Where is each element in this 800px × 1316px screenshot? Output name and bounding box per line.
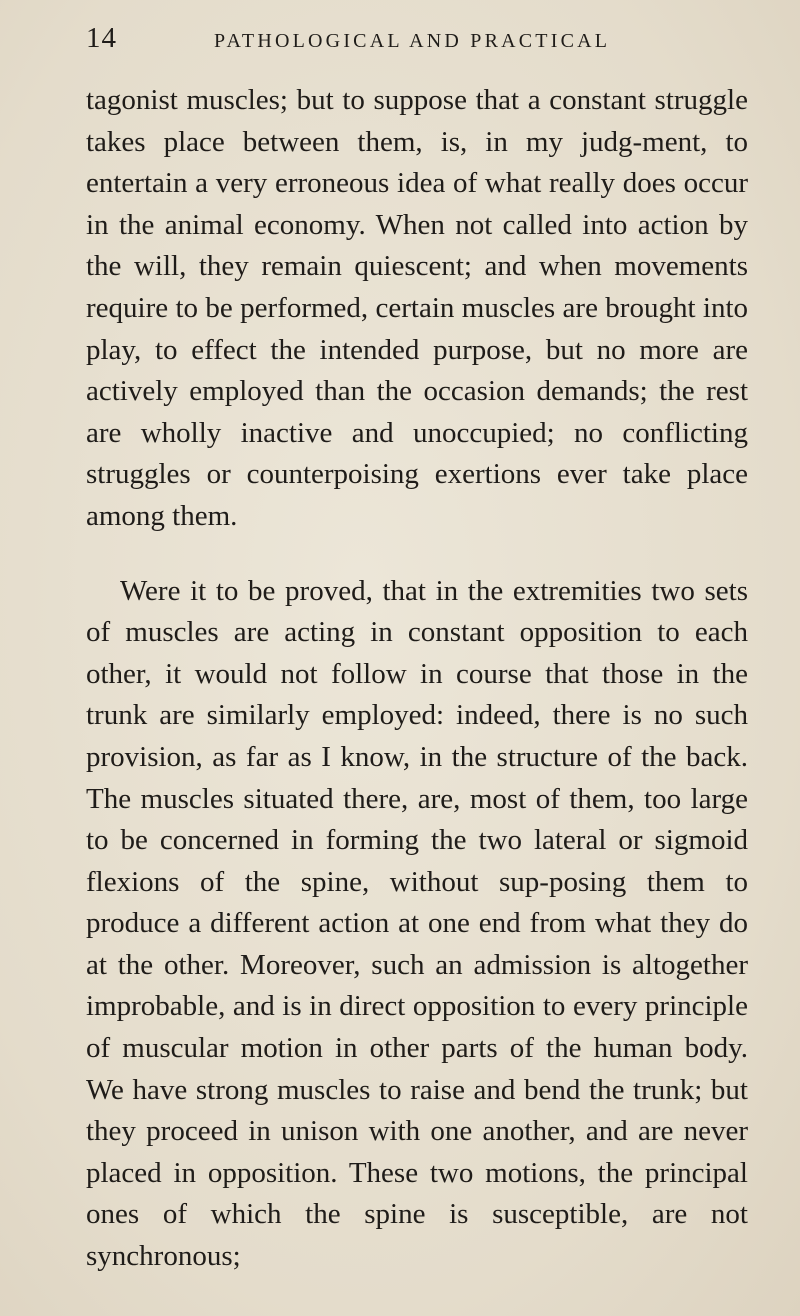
page-header: [86, 22, 746, 62]
body-text: [86, 80, 748, 1278]
page-number: 14: [86, 22, 117, 54]
paragraph-2: Were it to be proved, that in the extremities two sets of muscles are acting in constant opposition to each other, it would not follow in course that those in the trunk are similarly employed: indeed, there is no such provision, as far as I know, in the structure of the back. The muscles situated there, are, most of them, too large to be concerned in forming the two lateral or sigmoid flexions of the spine, without sup-posing them to produce a different action at one end from what they do at the other. Moreover, such an admission is altogether improbable, and is in direct opposition to every principle of muscular motion in other parts of the human body. We have strong muscles to raise and bend the trunk; but they proceed in unison with one another, and are never placed in opposition. These two motions, the principal ones of which the spine is susceptible, are not synchronous;: [86, 574, 748, 1273]
running-head: PATHOLOGICAL AND PRACTICAL: [214, 30, 611, 52]
paragraph-1: tagonist muscles; but to suppose that a constant struggle takes place between them, is, in my judg-ment, to entertain a very erroneous idea of what really does occur in the animal economy. When not called into action by the will, they remain quiescent; and when movements require to be performed, certain muscles are brought into play, to effect the intended purpose, but no more are actively employed than the occasion demands; the rest are wholly inactive and unoccupied; no conflicting struggles or counterpoising exertions ever take place among them.: [86, 84, 748, 532]
